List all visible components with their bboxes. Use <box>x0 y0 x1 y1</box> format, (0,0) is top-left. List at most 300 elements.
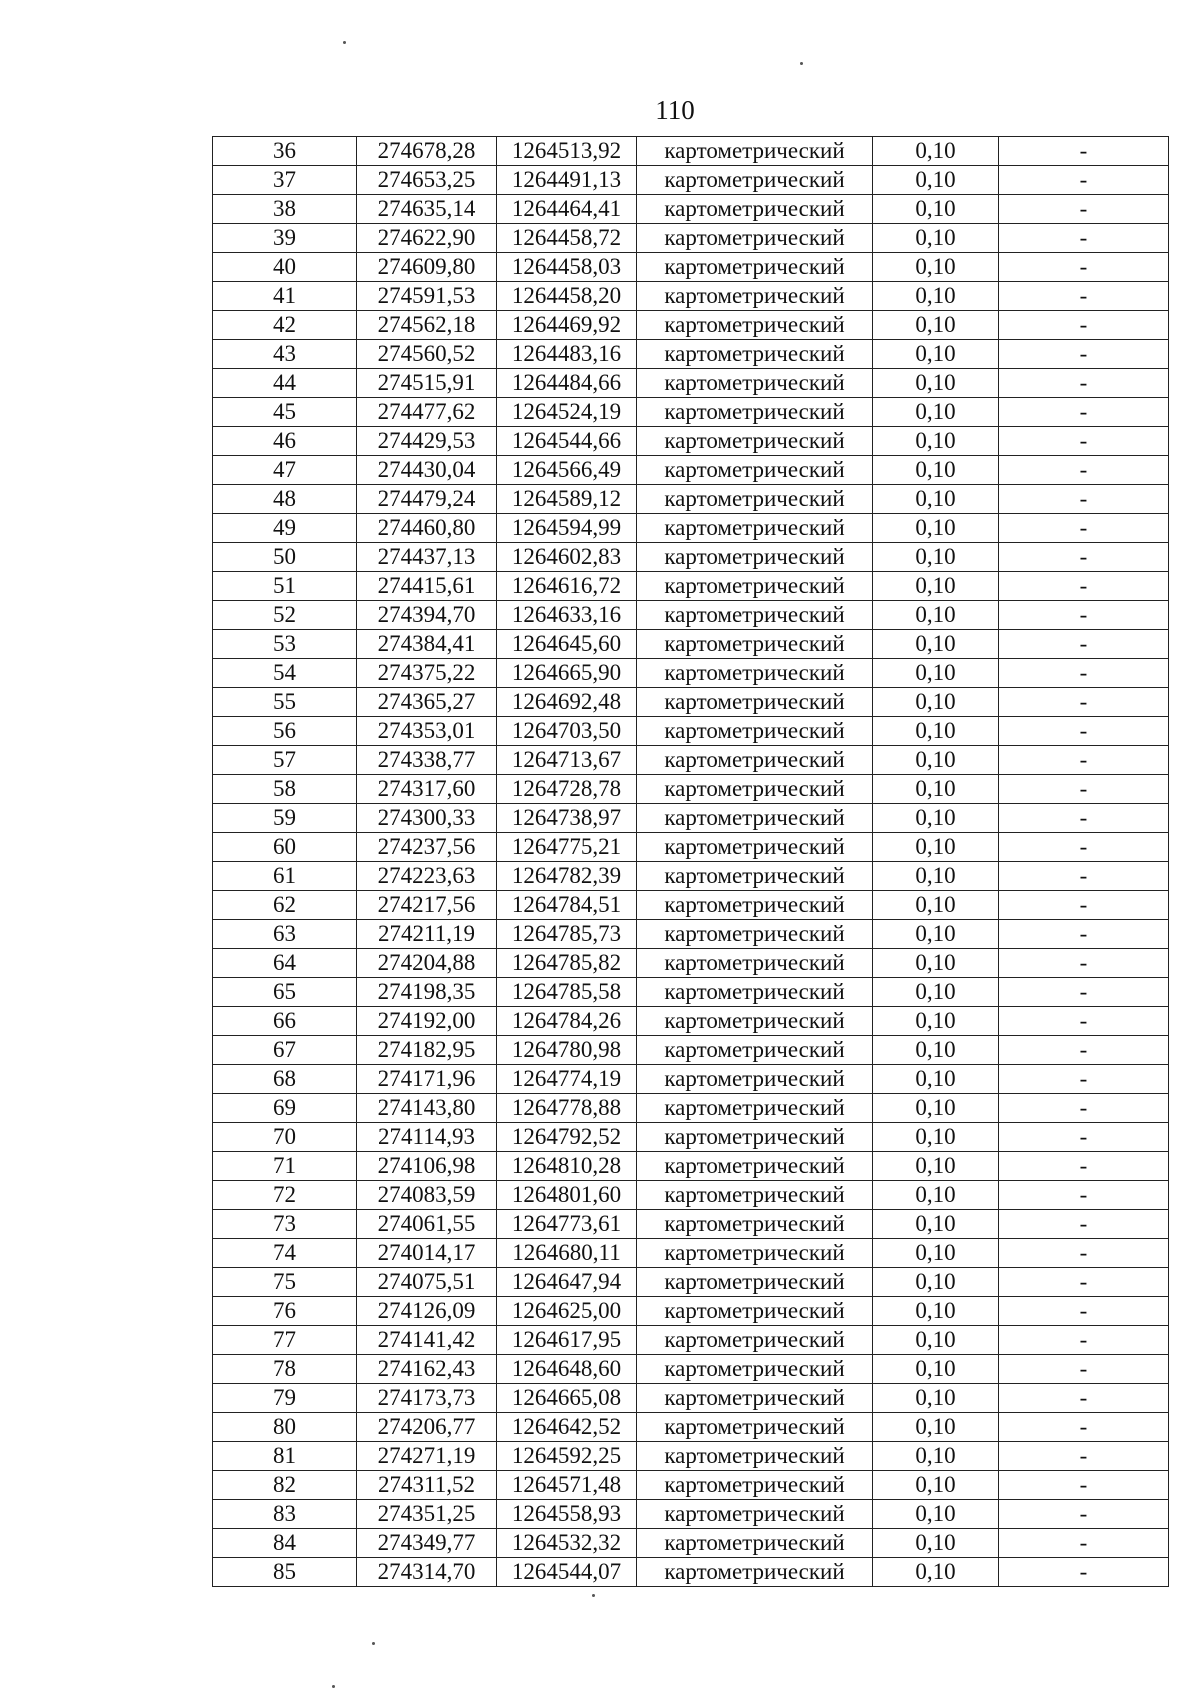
y-coordinate-cell: 1264774,19 <box>497 1065 637 1094</box>
y-coordinate-cell: 1264780,98 <box>497 1036 637 1065</box>
method-cell: картометрический <box>637 1181 873 1210</box>
page-number: 110 <box>655 95 695 125</box>
point-number-cell: 39 <box>213 224 357 253</box>
error-cell: 0,10 <box>873 1007 999 1036</box>
x-coordinate-cell: 274429,53 <box>357 427 497 456</box>
table-row <box>213 1268 1169 1297</box>
y-coordinate-cell: 1264665,08 <box>497 1384 637 1413</box>
point-number-cell: 55 <box>213 688 357 717</box>
point-number-cell: 38 <box>213 195 357 224</box>
error-cell: 0,10 <box>873 862 999 891</box>
y-coordinate-cell: 1264544,66 <box>497 427 637 456</box>
method-cell: картометрический <box>637 224 873 253</box>
x-coordinate-cell: 274014,17 <box>357 1239 497 1268</box>
y-coordinate-cell: 1264801,60 <box>497 1181 637 1210</box>
note-cell: - <box>999 804 1169 833</box>
method-cell: картометрический <box>637 166 873 195</box>
x-coordinate-cell: 274198,35 <box>357 978 497 1007</box>
point-number-cell: 72 <box>213 1181 357 1210</box>
method-cell: картометрический <box>637 282 873 311</box>
x-coordinate-cell: 274351,25 <box>357 1500 497 1529</box>
table-row <box>213 224 1169 253</box>
table-row <box>213 1094 1169 1123</box>
y-coordinate-cell: 1264469,92 <box>497 311 637 340</box>
x-coordinate-cell: 274114,93 <box>357 1123 497 1152</box>
x-coordinate-cell: 274635,14 <box>357 195 497 224</box>
method-cell: картометрический <box>637 775 873 804</box>
note-cell: - <box>999 1413 1169 1442</box>
table-row <box>213 195 1169 224</box>
error-cell: 0,10 <box>873 572 999 601</box>
x-coordinate-cell: 274653,25 <box>357 166 497 195</box>
x-coordinate-cell: 274206,77 <box>357 1413 497 1442</box>
scan-speck <box>343 41 346 44</box>
y-coordinate-cell: 1264616,72 <box>497 572 637 601</box>
table-row <box>213 833 1169 862</box>
y-coordinate-cell: 1264728,78 <box>497 775 637 804</box>
y-coordinate-cell: 1264775,21 <box>497 833 637 862</box>
note-cell: - <box>999 485 1169 514</box>
point-number-cell: 82 <box>213 1471 357 1500</box>
scan-speck <box>592 1594 595 1597</box>
x-coordinate-cell: 274314,70 <box>357 1558 497 1587</box>
note-cell: - <box>999 833 1169 862</box>
method-cell: картометрический <box>637 1094 873 1123</box>
table-row <box>213 630 1169 659</box>
y-coordinate-cell: 1264792,52 <box>497 1123 637 1152</box>
point-number-cell: 68 <box>213 1065 357 1094</box>
x-coordinate-cell: 274182,95 <box>357 1036 497 1065</box>
y-coordinate-cell: 1264784,26 <box>497 1007 637 1036</box>
note-cell: - <box>999 166 1169 195</box>
x-coordinate-cell: 274562,18 <box>357 311 497 340</box>
point-number-cell: 53 <box>213 630 357 659</box>
note-cell: - <box>999 1326 1169 1355</box>
note-cell: - <box>999 1268 1169 1297</box>
error-cell: 0,10 <box>873 253 999 282</box>
method-cell: картометрический <box>637 1007 873 1036</box>
y-coordinate-cell: 1264778,88 <box>497 1094 637 1123</box>
point-number-cell: 51 <box>213 572 357 601</box>
method-cell: картометрический <box>637 427 873 456</box>
error-cell: 0,10 <box>873 166 999 195</box>
table-row <box>213 514 1169 543</box>
point-number-cell: 47 <box>213 456 357 485</box>
point-number-cell: 78 <box>213 1355 357 1384</box>
table-row <box>213 891 1169 920</box>
x-coordinate-cell: 274678,28 <box>357 137 497 166</box>
point-number-cell: 43 <box>213 340 357 369</box>
y-coordinate-cell: 1264665,90 <box>497 659 637 688</box>
x-coordinate-cell: 274311,52 <box>357 1471 497 1500</box>
y-coordinate-cell: 1264645,60 <box>497 630 637 659</box>
note-cell: - <box>999 369 1169 398</box>
table-row <box>213 1471 1169 1500</box>
method-cell: картометрический <box>637 543 873 572</box>
point-number-cell: 70 <box>213 1123 357 1152</box>
y-coordinate-cell: 1264524,19 <box>497 398 637 427</box>
x-coordinate-cell: 274271,19 <box>357 1442 497 1471</box>
error-cell: 0,10 <box>873 1297 999 1326</box>
table-row <box>213 456 1169 485</box>
note-cell: - <box>999 601 1169 630</box>
table-row <box>213 1123 1169 1152</box>
method-cell: картометрический <box>637 862 873 891</box>
table-row <box>213 427 1169 456</box>
point-number-cell: 62 <box>213 891 357 920</box>
y-coordinate-cell: 1264773,61 <box>497 1210 637 1239</box>
error-cell: 0,10 <box>873 485 999 514</box>
note-cell: - <box>999 717 1169 746</box>
point-number-cell: 61 <box>213 862 357 891</box>
y-coordinate-cell: 1264782,39 <box>497 862 637 891</box>
note-cell: - <box>999 949 1169 978</box>
error-cell: 0,10 <box>873 369 999 398</box>
table-row <box>213 340 1169 369</box>
method-cell: картометрический <box>637 369 873 398</box>
error-cell: 0,10 <box>873 1529 999 1558</box>
y-coordinate-cell: 1264625,00 <box>497 1297 637 1326</box>
error-cell: 0,10 <box>873 804 999 833</box>
point-number-cell: 75 <box>213 1268 357 1297</box>
point-number-cell: 83 <box>213 1500 357 1529</box>
x-coordinate-cell: 274349,77 <box>357 1529 497 1558</box>
table-row <box>213 688 1169 717</box>
note-cell: - <box>999 543 1169 572</box>
method-cell: картометрический <box>637 804 873 833</box>
x-coordinate-cell: 274162,43 <box>357 1355 497 1384</box>
error-cell: 0,10 <box>873 1500 999 1529</box>
table-row <box>213 1355 1169 1384</box>
error-cell: 0,10 <box>873 1181 999 1210</box>
point-number-cell: 48 <box>213 485 357 514</box>
method-cell: картометрический <box>637 949 873 978</box>
y-coordinate-cell: 1264458,72 <box>497 224 637 253</box>
note-cell: - <box>999 1529 1169 1558</box>
method-cell: картометрический <box>637 398 873 427</box>
note-cell: - <box>999 514 1169 543</box>
table-row <box>213 862 1169 891</box>
x-coordinate-cell: 274173,73 <box>357 1384 497 1413</box>
error-cell: 0,10 <box>873 1355 999 1384</box>
point-number-cell: 64 <box>213 949 357 978</box>
note-cell: - <box>999 1442 1169 1471</box>
y-coordinate-cell: 1264785,82 <box>497 949 637 978</box>
error-cell: 0,10 <box>873 978 999 1007</box>
table-row <box>213 775 1169 804</box>
x-coordinate-cell: 274083,59 <box>357 1181 497 1210</box>
method-cell: картометрический <box>637 833 873 862</box>
y-coordinate-cell: 1264784,51 <box>497 891 637 920</box>
method-cell: картометрический <box>637 630 873 659</box>
note-cell: - <box>999 340 1169 369</box>
point-number-cell: 41 <box>213 282 357 311</box>
scan-speck <box>372 1642 375 1645</box>
x-coordinate-cell: 274460,80 <box>357 514 497 543</box>
point-number-cell: 59 <box>213 804 357 833</box>
table-row <box>213 1152 1169 1181</box>
point-number-cell: 37 <box>213 166 357 195</box>
method-cell: картометрический <box>637 1384 873 1413</box>
coordinates-table-body <box>213 137 1169 1587</box>
method-cell: картометрический <box>637 311 873 340</box>
method-cell: картометрический <box>637 659 873 688</box>
y-coordinate-cell: 1264648,60 <box>497 1355 637 1384</box>
x-coordinate-cell: 274300,33 <box>357 804 497 833</box>
table-row <box>213 717 1169 746</box>
point-number-cell: 65 <box>213 978 357 1007</box>
point-number-cell: 58 <box>213 775 357 804</box>
point-number-cell: 71 <box>213 1152 357 1181</box>
table-row <box>213 485 1169 514</box>
y-coordinate-cell: 1264544,07 <box>497 1558 637 1587</box>
x-coordinate-cell: 274171,96 <box>357 1065 497 1094</box>
method-cell: картометрический <box>637 717 873 746</box>
error-cell: 0,10 <box>873 891 999 920</box>
table-row <box>213 543 1169 572</box>
note-cell: - <box>999 224 1169 253</box>
method-cell: картометрический <box>637 1529 873 1558</box>
error-cell: 0,10 <box>873 1065 999 1094</box>
note-cell: - <box>999 688 1169 717</box>
table-row <box>213 746 1169 775</box>
point-number-cell: 60 <box>213 833 357 862</box>
point-number-cell: 56 <box>213 717 357 746</box>
x-coordinate-cell: 274126,09 <box>357 1297 497 1326</box>
point-number-cell: 74 <box>213 1239 357 1268</box>
error-cell: 0,10 <box>873 195 999 224</box>
y-coordinate-cell: 1264513,92 <box>497 137 637 166</box>
x-coordinate-cell: 274141,42 <box>357 1326 497 1355</box>
method-cell: картометрический <box>637 1442 873 1471</box>
y-coordinate-cell: 1264810,28 <box>497 1152 637 1181</box>
table-row <box>213 1065 1169 1094</box>
x-coordinate-cell: 274394,70 <box>357 601 497 630</box>
point-number-cell: 63 <box>213 920 357 949</box>
error-cell: 0,10 <box>873 630 999 659</box>
point-number-cell: 73 <box>213 1210 357 1239</box>
method-cell: картометрический <box>637 1558 873 1587</box>
point-number-cell: 79 <box>213 1384 357 1413</box>
method-cell: картометрический <box>637 572 873 601</box>
table-row <box>213 1500 1169 1529</box>
error-cell: 0,10 <box>873 717 999 746</box>
method-cell: картометрический <box>637 920 873 949</box>
y-coordinate-cell: 1264592,25 <box>497 1442 637 1471</box>
error-cell: 0,10 <box>873 1210 999 1239</box>
point-number-cell: 40 <box>213 253 357 282</box>
x-coordinate-cell: 274143,80 <box>357 1094 497 1123</box>
method-cell: картометрический <box>637 1413 873 1442</box>
error-cell: 0,10 <box>873 1239 999 1268</box>
table-row <box>213 282 1169 311</box>
point-number-cell: 54 <box>213 659 357 688</box>
note-cell: - <box>999 1297 1169 1326</box>
method-cell: картометрический <box>637 195 873 224</box>
note-cell: - <box>999 920 1169 949</box>
point-number-cell: 45 <box>213 398 357 427</box>
y-coordinate-cell: 1264647,94 <box>497 1268 637 1297</box>
y-coordinate-cell: 1264458,03 <box>497 253 637 282</box>
note-cell: - <box>999 775 1169 804</box>
y-coordinate-cell: 1264785,58 <box>497 978 637 1007</box>
table-row <box>213 1529 1169 1558</box>
y-coordinate-cell: 1264566,49 <box>497 456 637 485</box>
y-coordinate-cell: 1264491,13 <box>497 166 637 195</box>
method-cell: картометрический <box>637 137 873 166</box>
y-coordinate-cell: 1264602,83 <box>497 543 637 572</box>
note-cell: - <box>999 630 1169 659</box>
x-coordinate-cell: 274609,80 <box>357 253 497 282</box>
note-cell: - <box>999 862 1169 891</box>
note-cell: - <box>999 1210 1169 1239</box>
table-row <box>213 1384 1169 1413</box>
method-cell: картометрический <box>637 1297 873 1326</box>
note-cell: - <box>999 456 1169 485</box>
error-cell: 0,10 <box>873 1413 999 1442</box>
note-cell: - <box>999 659 1169 688</box>
point-number-cell: 81 <box>213 1442 357 1471</box>
x-coordinate-cell: 274217,56 <box>357 891 497 920</box>
note-cell: - <box>999 978 1169 1007</box>
x-coordinate-cell: 274560,52 <box>357 340 497 369</box>
note-cell: - <box>999 1152 1169 1181</box>
y-coordinate-cell: 1264483,16 <box>497 340 637 369</box>
table-row <box>213 166 1169 195</box>
point-number-cell: 85 <box>213 1558 357 1587</box>
error-cell: 0,10 <box>873 514 999 543</box>
point-number-cell: 42 <box>213 311 357 340</box>
method-cell: картометрический <box>637 1355 873 1384</box>
note-cell: - <box>999 1239 1169 1268</box>
x-coordinate-cell: 274192,00 <box>357 1007 497 1036</box>
table-row <box>213 1413 1169 1442</box>
method-cell: картометрический <box>637 485 873 514</box>
x-coordinate-cell: 274515,91 <box>357 369 497 398</box>
x-coordinate-cell: 274317,60 <box>357 775 497 804</box>
x-coordinate-cell: 274622,90 <box>357 224 497 253</box>
note-cell: - <box>999 1036 1169 1065</box>
table-row <box>213 1036 1169 1065</box>
error-cell: 0,10 <box>873 224 999 253</box>
method-cell: картометрический <box>637 253 873 282</box>
x-coordinate-cell: 274365,27 <box>357 688 497 717</box>
y-coordinate-cell: 1264532,32 <box>497 1529 637 1558</box>
point-number-cell: 57 <box>213 746 357 775</box>
table-row <box>213 572 1169 601</box>
error-cell: 0,10 <box>873 1384 999 1413</box>
method-cell: картометрический <box>637 1239 873 1268</box>
note-cell: - <box>999 1007 1169 1036</box>
y-coordinate-cell: 1264617,95 <box>497 1326 637 1355</box>
x-coordinate-cell: 274437,13 <box>357 543 497 572</box>
method-cell: картометрический <box>637 514 873 543</box>
note-cell: - <box>999 891 1169 920</box>
error-cell: 0,10 <box>873 282 999 311</box>
method-cell: картометрический <box>637 456 873 485</box>
table-row <box>213 1297 1169 1326</box>
note-cell: - <box>999 1558 1169 1587</box>
error-cell: 0,10 <box>873 601 999 630</box>
note-cell: - <box>999 1181 1169 1210</box>
note-cell: - <box>999 1065 1169 1094</box>
note-cell: - <box>999 427 1169 456</box>
note-cell: - <box>999 311 1169 340</box>
table-row <box>213 1239 1169 1268</box>
error-cell: 0,10 <box>873 1123 999 1152</box>
point-number-cell: 84 <box>213 1529 357 1558</box>
y-coordinate-cell: 1264594,99 <box>497 514 637 543</box>
method-cell: картометрический <box>637 1065 873 1094</box>
error-cell: 0,10 <box>873 1442 999 1471</box>
method-cell: картометрический <box>637 1326 873 1355</box>
x-coordinate-cell: 274211,19 <box>357 920 497 949</box>
method-cell: картометрический <box>637 1500 873 1529</box>
point-number-cell: 50 <box>213 543 357 572</box>
table-row <box>213 1007 1169 1036</box>
x-coordinate-cell: 274375,22 <box>357 659 497 688</box>
error-cell: 0,10 <box>873 949 999 978</box>
y-coordinate-cell: 1264458,20 <box>497 282 637 311</box>
error-cell: 0,10 <box>873 688 999 717</box>
x-coordinate-cell: 274223,63 <box>357 862 497 891</box>
table-row <box>213 949 1169 978</box>
y-coordinate-cell: 1264692,48 <box>497 688 637 717</box>
method-cell: картометрический <box>637 1471 873 1500</box>
y-coordinate-cell: 1264713,67 <box>497 746 637 775</box>
y-coordinate-cell: 1264785,73 <box>497 920 637 949</box>
method-cell: картометрический <box>637 1036 873 1065</box>
coordinates-table <box>212 136 1169 1587</box>
y-coordinate-cell: 1264589,12 <box>497 485 637 514</box>
method-cell: картометрический <box>637 1152 873 1181</box>
note-cell: - <box>999 1355 1169 1384</box>
note-cell: - <box>999 398 1169 427</box>
error-cell: 0,10 <box>873 398 999 427</box>
x-coordinate-cell: 274415,61 <box>357 572 497 601</box>
point-number-cell: 52 <box>213 601 357 630</box>
method-cell: картометрический <box>637 746 873 775</box>
method-cell: картометрический <box>637 601 873 630</box>
error-cell: 0,10 <box>873 833 999 862</box>
method-cell: картометрический <box>637 688 873 717</box>
table-row <box>213 601 1169 630</box>
y-coordinate-cell: 1264571,48 <box>497 1471 637 1500</box>
error-cell: 0,10 <box>873 1268 999 1297</box>
table-row <box>213 920 1169 949</box>
note-cell: - <box>999 1500 1169 1529</box>
x-coordinate-cell: 274477,62 <box>357 398 497 427</box>
error-cell: 0,10 <box>873 1152 999 1181</box>
point-number-cell: 49 <box>213 514 357 543</box>
note-cell: - <box>999 282 1169 311</box>
error-cell: 0,10 <box>873 456 999 485</box>
y-coordinate-cell: 1264633,16 <box>497 601 637 630</box>
x-coordinate-cell: 274338,77 <box>357 746 497 775</box>
point-number-cell: 77 <box>213 1326 357 1355</box>
table-row <box>213 659 1169 688</box>
point-number-cell: 69 <box>213 1094 357 1123</box>
y-coordinate-cell: 1264680,11 <box>497 1239 637 1268</box>
error-cell: 0,10 <box>873 775 999 804</box>
method-cell: картометрический <box>637 891 873 920</box>
point-number-cell: 44 <box>213 369 357 398</box>
point-number-cell: 66 <box>213 1007 357 1036</box>
error-cell: 0,10 <box>873 920 999 949</box>
error-cell: 0,10 <box>873 1558 999 1587</box>
table-row <box>213 311 1169 340</box>
error-cell: 0,10 <box>873 1094 999 1123</box>
